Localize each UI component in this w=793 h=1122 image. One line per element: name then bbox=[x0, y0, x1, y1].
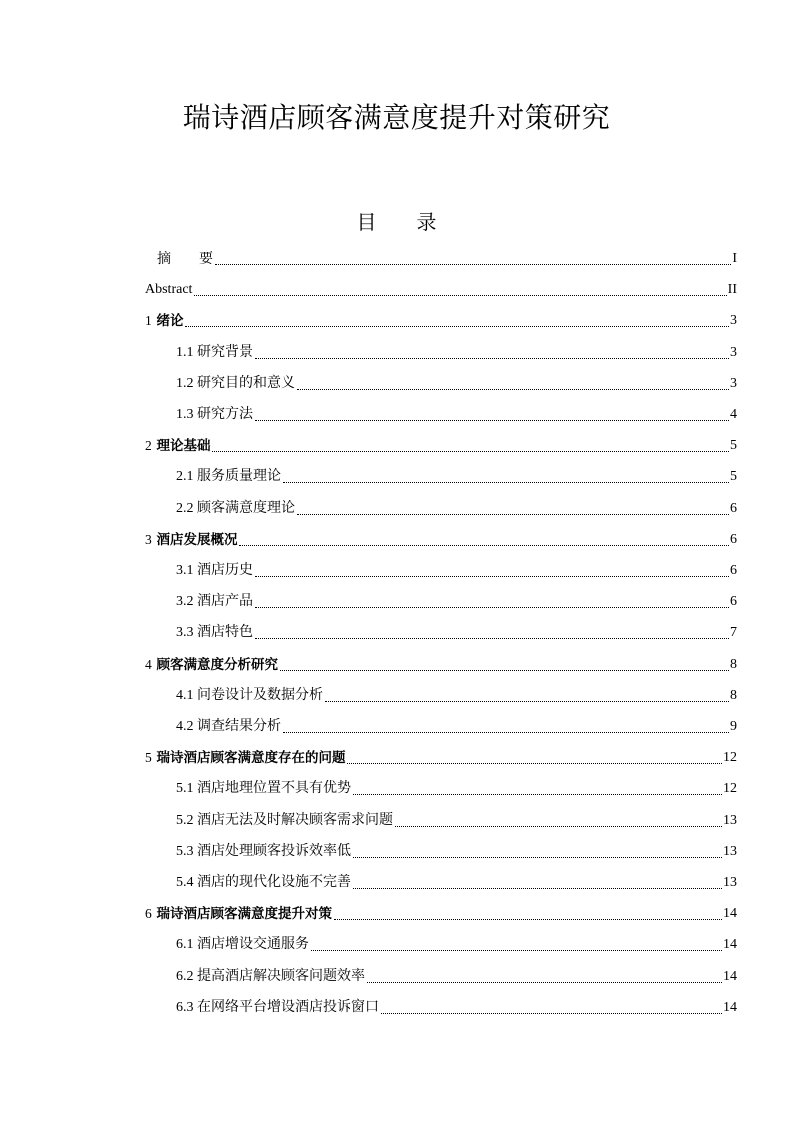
toc-entry-label bbox=[176, 499, 295, 519]
toc-entry-label bbox=[176, 343, 253, 363]
toc-entry[interactable] bbox=[145, 432, 737, 456]
dot-leader bbox=[255, 606, 729, 608]
toc-entry[interactable] bbox=[145, 900, 737, 924]
toc-entry-label: 摘 要 bbox=[157, 251, 213, 267]
toc-entry-number: 2 bbox=[145, 438, 152, 454]
toc-entry-number: 3.3 bbox=[176, 625, 194, 641]
toc-entry[interactable] bbox=[176, 838, 737, 862]
toc-entry-text: 研究目的和意义 bbox=[197, 375, 295, 391]
dot-leader bbox=[283, 481, 729, 483]
dot-leader bbox=[347, 762, 722, 764]
toc-entry-page-number: 4 bbox=[730, 407, 737, 422]
toc-entry-label bbox=[176, 935, 309, 955]
toc-entry-label bbox=[176, 967, 365, 987]
toc-entry-page-number: 3 bbox=[730, 344, 737, 360]
toc-entry-page-number: 6 bbox=[730, 594, 737, 610]
toc-entry[interactable] bbox=[145, 245, 737, 269]
toc-entry-label bbox=[176, 374, 295, 394]
toc-entry-number: 5 bbox=[145, 750, 152, 766]
toc-entry-page-number: I bbox=[732, 251, 737, 266]
toc-entry-label bbox=[176, 592, 253, 612]
toc-entry-text: 绪论 bbox=[156, 313, 184, 330]
toc-entry-number: 3.2 bbox=[176, 594, 194, 610]
toc-entry-number: 4 bbox=[145, 656, 152, 672]
toc-entry-text: 酒店产品 bbox=[197, 594, 253, 610]
toc-entry-number: 5.2 bbox=[176, 812, 194, 828]
toc-entry-text: 理论基础 bbox=[156, 438, 211, 455]
toc-entry-label bbox=[145, 530, 237, 550]
toc-entry-label bbox=[176, 717, 281, 737]
toc-entry-page-number: 8 bbox=[730, 656, 737, 672]
toc-entry-page-number: 8 bbox=[730, 687, 737, 703]
dot-leader bbox=[280, 669, 729, 671]
toc-entry-page-number: II bbox=[727, 282, 737, 298]
toc-entry-page-number: 12 bbox=[723, 750, 737, 766]
toc-entry-text: 在网络平台增设酒店投诉窗口 bbox=[197, 999, 379, 1015]
toc-entry-label bbox=[176, 998, 379, 1018]
toc-entry-text: 调查结果分析 bbox=[197, 719, 281, 734]
toc-entry-label bbox=[145, 748, 345, 768]
toc-entry-number: 2.2 bbox=[176, 500, 194, 516]
toc-entry[interactable] bbox=[176, 463, 737, 487]
dot-leader bbox=[367, 981, 722, 983]
toc-entry[interactable] bbox=[145, 651, 737, 675]
toc-entry-label bbox=[145, 436, 210, 456]
toc-entry[interactable] bbox=[176, 370, 737, 394]
dot-leader bbox=[311, 949, 722, 951]
toc-entry-text: 服务质量理论 bbox=[197, 469, 281, 485]
toc-entry-page-number: 6 bbox=[730, 531, 737, 547]
toc-entry-text: 研究背景 bbox=[197, 344, 253, 360]
dot-leader bbox=[239, 544, 729, 546]
toc-entry[interactable] bbox=[145, 744, 737, 768]
dot-leader bbox=[283, 731, 729, 733]
toc-entry-page-number: 14 bbox=[723, 906, 737, 922]
toc-entry-text: 酒店地理位置不具有优势 bbox=[197, 781, 351, 797]
toc-entry-page-number: 6 bbox=[730, 563, 737, 578]
toc-entry-label: Abstract bbox=[145, 282, 193, 298]
document-title: 瑞诗酒店顾客满意度提升对策研究 bbox=[182, 101, 611, 134]
dot-leader bbox=[255, 637, 729, 639]
toc-entry-number: 2.1 bbox=[176, 469, 194, 485]
toc-entry[interactable] bbox=[176, 931, 737, 955]
dot-leader bbox=[255, 357, 729, 359]
toc-entry-label bbox=[176, 779, 351, 799]
dot-leader bbox=[297, 388, 729, 390]
toc-entry-page-number: 5 bbox=[730, 438, 737, 454]
toc-entry-text: 顾客满意度理论 bbox=[197, 500, 295, 516]
toc-entry-page-number: 14 bbox=[723, 999, 737, 1015]
dot-leader bbox=[255, 575, 729, 577]
toc-entry[interactable] bbox=[176, 682, 737, 706]
toc-entry[interactable] bbox=[145, 526, 737, 550]
toc-entry-page-number: 7 bbox=[730, 625, 737, 641]
toc-entry[interactable] bbox=[176, 619, 737, 643]
toc-entry[interactable] bbox=[176, 713, 737, 737]
toc-entry-number: 6.2 bbox=[176, 968, 194, 984]
toc-entry[interactable] bbox=[176, 401, 737, 425]
toc-entry[interactable] bbox=[176, 495, 737, 519]
toc-entry-number: 1.3 bbox=[176, 407, 194, 422]
toc-entry[interactable] bbox=[176, 588, 737, 612]
dot-leader bbox=[395, 825, 722, 827]
toc-entry-text: 酒店历史 bbox=[197, 563, 253, 578]
dot-leader bbox=[255, 419, 729, 421]
toc-heading: 目 录 bbox=[356, 210, 437, 234]
dot-leader bbox=[325, 700, 729, 702]
dot-leader bbox=[353, 856, 722, 858]
toc-entry-label bbox=[176, 405, 253, 425]
toc-entry-page-number: 13 bbox=[723, 812, 737, 828]
toc-entry-label bbox=[176, 873, 351, 893]
toc-entry-label bbox=[176, 561, 253, 581]
toc-entry-number: 3 bbox=[145, 531, 152, 547]
toc-entry-page-number: 9 bbox=[730, 719, 737, 734]
dot-leader bbox=[212, 450, 729, 452]
toc-entry-number: 6.1 bbox=[176, 937, 194, 953]
toc-entry-page-number: 12 bbox=[723, 781, 737, 797]
toc-entry-text: 酒店无法及时解决顾客需求问题 bbox=[197, 812, 393, 828]
toc-entry[interactable] bbox=[176, 775, 737, 799]
toc-entry-page-number: 13 bbox=[723, 875, 737, 890]
toc-entry-label bbox=[145, 655, 278, 675]
toc-entry-number: 1.2 bbox=[176, 375, 194, 391]
toc-entry-number: 6 bbox=[145, 906, 152, 922]
dot-leader bbox=[334, 918, 722, 920]
toc-entry-number: 1.1 bbox=[176, 344, 194, 360]
dot-leader bbox=[353, 793, 722, 795]
dot-leader bbox=[381, 1012, 722, 1014]
toc-entry-number: 1 bbox=[145, 313, 152, 329]
toc-entry-text: 瑞诗酒店顾客满意度提升对策 bbox=[156, 906, 332, 923]
dot-leader bbox=[353, 887, 722, 889]
toc-entry-number: 5.1 bbox=[176, 781, 194, 797]
toc-entry-label bbox=[145, 311, 183, 331]
dot-leader bbox=[194, 294, 726, 296]
toc-entry-text: 酒店处理顾客投诉效率低 bbox=[197, 843, 351, 859]
toc-entry[interactable] bbox=[176, 339, 737, 363]
toc-entry-number: 5.4 bbox=[176, 875, 194, 890]
toc-entry-label bbox=[176, 623, 253, 643]
dot-leader bbox=[185, 325, 729, 327]
toc-entry-label bbox=[176, 686, 323, 706]
toc-entry[interactable] bbox=[176, 807, 737, 831]
dot-leader bbox=[297, 513, 729, 515]
toc-entry[interactable] bbox=[176, 963, 737, 987]
toc-entry-text: 酒店发展概况 bbox=[156, 531, 238, 548]
toc-entry-label bbox=[176, 842, 351, 862]
toc-entry-label bbox=[145, 904, 332, 924]
toc-entry-text: 研究方法 bbox=[197, 407, 253, 422]
toc-entry[interactable] bbox=[176, 557, 737, 581]
toc-entry-page-number: 13 bbox=[723, 843, 737, 859]
toc-entry[interactable] bbox=[145, 276, 737, 300]
toc-entry-number: 3.1 bbox=[176, 563, 194, 578]
toc-entry-text: 顾客满意度分析研究 bbox=[156, 656, 278, 673]
toc-entry-text: 酒店的现代化设施不完善 bbox=[197, 875, 351, 890]
toc-entry-text: 酒店增设交通服务 bbox=[197, 937, 309, 953]
toc-entry[interactable] bbox=[145, 307, 737, 331]
toc-entry-text: 问卷设计及数据分析 bbox=[197, 687, 323, 703]
toc-entry[interactable] bbox=[176, 869, 737, 893]
toc-entry-number: 4.2 bbox=[176, 719, 194, 734]
toc-entry-page-number: 14 bbox=[723, 968, 737, 984]
toc-entry-text: 瑞诗酒店顾客满意度存在的问题 bbox=[156, 750, 346, 767]
toc-entry[interactable] bbox=[176, 994, 737, 1018]
toc-entry-text: 提高酒店解决顾客问题效率 bbox=[197, 968, 365, 984]
toc-entry-page-number: 3 bbox=[730, 375, 737, 391]
toc-entry-number: 4.1 bbox=[176, 687, 194, 703]
toc-entry-label bbox=[176, 467, 281, 487]
toc-entry-page-number: 3 bbox=[730, 313, 737, 329]
toc-entry-page-number: 14 bbox=[723, 937, 737, 953]
toc-entry-page-number: 6 bbox=[730, 500, 737, 516]
toc-entry-page-number: 5 bbox=[730, 469, 737, 485]
toc-entry-text: 酒店特色 bbox=[197, 625, 253, 641]
toc-entry-number: 5.3 bbox=[176, 843, 194, 859]
toc-entry-number: 6.3 bbox=[176, 999, 194, 1015]
toc-entry-label bbox=[176, 811, 393, 831]
dot-leader bbox=[215, 263, 731, 265]
